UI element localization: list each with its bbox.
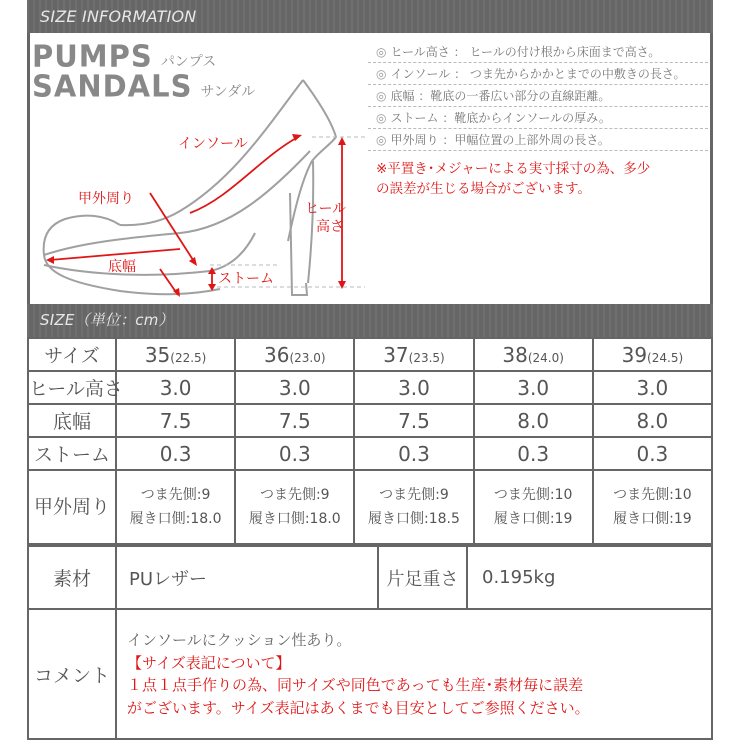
table-cell: 7.5 (116, 404, 235, 437)
table-cell: 35(22.5) (116, 338, 235, 371)
table-cell: つま先側:10 履き口側:19 (474, 470, 593, 544)
table-cell: 0.3 (116, 437, 235, 470)
table-cell: つま先側:10 履き口側:19 (593, 470, 712, 544)
table-cell: 39(24.5) (593, 338, 712, 371)
table-cell: 3.0 (116, 371, 235, 404)
table-cell: 0.3 (593, 437, 712, 470)
table-cell: 3.0 (474, 371, 593, 404)
table-row-material (28, 546, 712, 609)
label-instep: 甲外周り (78, 191, 134, 207)
table-cell: つま先側:9 履き口側:18.0 (235, 470, 354, 544)
bullet-icon: ◎ (376, 133, 387, 147)
table-cell: 7.5 (354, 404, 473, 437)
bullet-icon: ◎ (376, 67, 387, 81)
table-cell: 0.3 (235, 437, 354, 470)
row-label: ヒール高さ (28, 371, 116, 404)
definition-item: ◎ ヒール高さ ： ヒールの付け根から床面まで高さ。 (368, 41, 708, 63)
material-value: PUレザー (116, 546, 378, 609)
table-cell: 36(23.0) (235, 338, 354, 371)
definition-item: ◎ 底幅 ：靴底の一番広い部分の直線距離。 (368, 85, 708, 107)
table-cell: 0.3 (474, 437, 593, 470)
label-stome: ストーム (218, 271, 274, 287)
weight-value: 0.195kg (467, 546, 712, 609)
measurement-guide (27, 33, 713, 304)
definition-item: ◎ インソール ： つま先からかかとまでの中敷きの長さ。 (368, 63, 708, 85)
comment-text: インソールにクッション性あり。 【サイズ表記について】 １点１点手作りの為、同サイズや同色であっても生産･素材毎に誤差 がございます。サイズ表記はあくまでも目安としてご参照ください。 (116, 609, 712, 739)
table-cell: つま先側:9 履き口側:18.5 (354, 470, 473, 544)
definition-list (368, 41, 708, 199)
table-cell: 3.0 (235, 371, 354, 404)
table-cell: 8.0 (593, 404, 712, 437)
table-row-heel-height (28, 371, 712, 404)
row-label: 甲外周り (28, 470, 116, 544)
row-label: ストーム (28, 437, 116, 470)
table-row-stome (28, 437, 712, 470)
bullet-icon: ◎ (376, 89, 387, 103)
table-row-instep (28, 470, 712, 544)
table-cell: 8.0 (474, 404, 593, 437)
table-row-comment (28, 609, 712, 739)
size-information-panel (27, 0, 713, 740)
label-insole: インソール (178, 136, 248, 152)
section-header-size-information: SIZE INFORMATION (27, 0, 713, 34)
label-heel-height-2: 高さ (316, 219, 344, 235)
table-cell: つま先側:9 履き口側:18.0 (116, 470, 235, 544)
brand-pumps: PUMPS (32, 38, 153, 74)
bullet-icon: ◎ (376, 111, 387, 125)
row-label: 素材 (28, 546, 116, 609)
brand-sandals: SANDALS (32, 68, 193, 104)
brand-sandals-kana: サンダル (200, 84, 256, 100)
bullet-icon: ◎ (376, 45, 387, 59)
measurement-note: ※平置き･メジャーによる実寸採寸の為、多少 の誤差が生じる場合がございます。 (376, 161, 651, 197)
table-row-size (28, 338, 712, 371)
table-row-sole-width (28, 404, 712, 437)
row-label: サイズ (28, 338, 116, 371)
table-cell: 38(24.0) (474, 338, 593, 371)
table-cell: 3.0 (593, 371, 712, 404)
row-label: 片足重さ (378, 546, 467, 609)
row-label: 底幅 (28, 404, 116, 437)
label-heel-height-1: ヒール (305, 201, 347, 217)
size-table (27, 337, 713, 545)
detail-table (27, 545, 713, 740)
definition-item: ◎ 甲外周り ：甲幅位置の上部外周の長さ。 (368, 129, 708, 151)
row-label: コメント (28, 609, 116, 739)
section-header-size: SIZE（単位：cm） (27, 304, 713, 337)
table-cell: 3.0 (354, 371, 473, 404)
table-cell: 0.3 (354, 437, 473, 470)
table-cell: 7.5 (235, 404, 354, 437)
shoe-diagram-icon (30, 33, 370, 304)
brand-pumps-kana: パンプス (160, 54, 217, 70)
table-cell: 37(23.5) (354, 338, 473, 371)
label-sole-width: 底幅 (108, 259, 136, 275)
definition-item: ◎ ストーム ：靴底からインソールの厚み。 (368, 107, 708, 129)
